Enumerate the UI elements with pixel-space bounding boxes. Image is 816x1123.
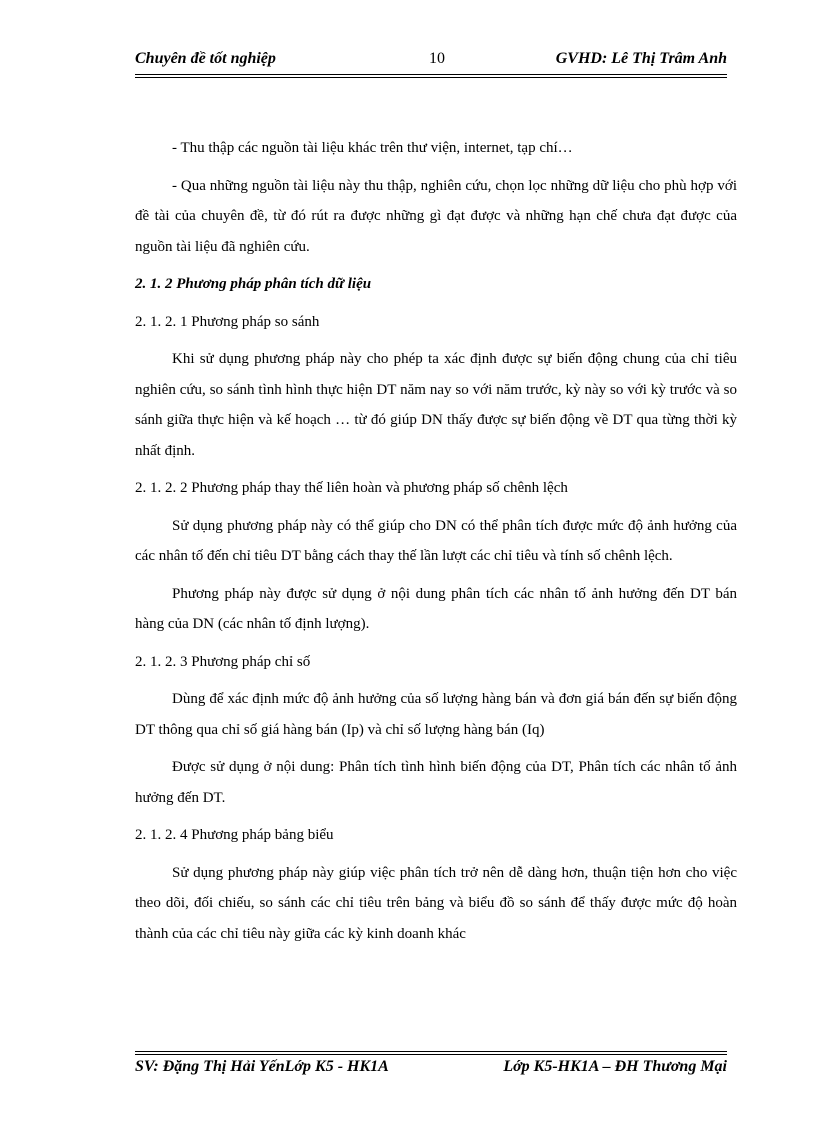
footer-rule — [135, 1051, 727, 1052]
header-advisor: GVHD: Lê Thị Trâm Anh — [555, 50, 727, 67]
paragraph: Phương pháp này được sử dụng ở nội dung phân tích các nhân tố ảnh hưởng đến DT bán hàng của DN (các nhân tố định lượng). — [135, 585, 737, 632]
subsection-heading: 2. 1. 2. 1 Phương pháp so sánh — [135, 313, 320, 330]
paragraph: Sử dụng phương pháp này giúp việc phân tích trở nên dễ dàng hơn, thuận tiện hơn cho việc theo dõi, đối chiếu, so sánh các chỉ tiêu trên bảng và biểu đồ so sánh để thấy được mức độ hoàn thành của các chỉ tiêu này giữa các kỳ kinh doanh khác — [135, 864, 737, 942]
subsection-heading: 2. 1. 2. 4 Phương pháp bảng biểu — [135, 827, 334, 843]
footer-student: SV: Đặng Thị Hải YếnLớp K5 - HK1A — [135, 1058, 389, 1075]
paragraph: Sử dụng phương pháp này có thể giúp cho DN có thể phân tích được mức độ ảnh hưởng của các nhân tố đến chỉ tiêu DT bằng cách thay thế lần lượt các chỉ tiêu và tính số chênh lệch. — [135, 517, 737, 564]
section-heading: 2. 1. 2 Phương pháp phân tích dữ liệu — [135, 276, 372, 292]
paragraph: Dùng để xác định mức độ ảnh hưởng của số lượng hàng bán và đơn giá bán đến sự biến động DT thông qua chỉ số giá hàng bán (Ip) và chỉ số lượng hàng bán (Iq) — [135, 691, 737, 738]
page-number: 10 — [429, 50, 445, 67]
header-rule-double — [135, 77, 727, 78]
paragraph: - Qua những nguồn tài liệu này thu thập, nghiên cứu, chọn lọc những dữ liệu cho phù hợp với đề tài của chuyên đề, từ đó rút ra được những gì đạt được và những hạn chế chưa đạt được của nguồn tài liệu đã nghiên cứu. — [135, 177, 737, 255]
footer-rule-double — [135, 1054, 727, 1055]
header-title: Chuyên đề tốt nghiệp — [135, 50, 276, 67]
header-rule — [135, 74, 727, 75]
subsection-heading: 2. 1. 2. 3 Phương pháp chỉ số — [135, 653, 311, 670]
paragraph: Khi sử dụng phương pháp này cho phép ta xác định được sự biến động chung của chỉ tiêu nghiên cứu, so sánh tình hình thực hiện DT năm nay so với năm trước, kỳ này so với kỳ trước và so sánh giữa thực hiện và kế hoạch … từ đó giúp DN thấy được sự biến động về DT qua từng thời kỳ nhất định. — [135, 351, 737, 459]
page-footer — [135, 1056, 727, 1080]
subsection-heading: 2. 1. 2. 2 Phương pháp thay thế liên hoàn và phương pháp số chênh lệch — [135, 480, 568, 496]
footer-school: Lớp K5-HK1A – ĐH Thương Mại — [503, 1058, 727, 1075]
page-header — [135, 46, 727, 70]
paragraph: Được sử dụng ở nội dung: Phân tích tình hình biến động của DT, Phân tích các nhân tố ảnh hưởng đến DT. — [135, 759, 737, 806]
page-body — [135, 133, 737, 956]
paragraph: - Thu thập các nguồn tài liệu khác trên thư viện, internet, tạp chí… — [172, 140, 573, 156]
